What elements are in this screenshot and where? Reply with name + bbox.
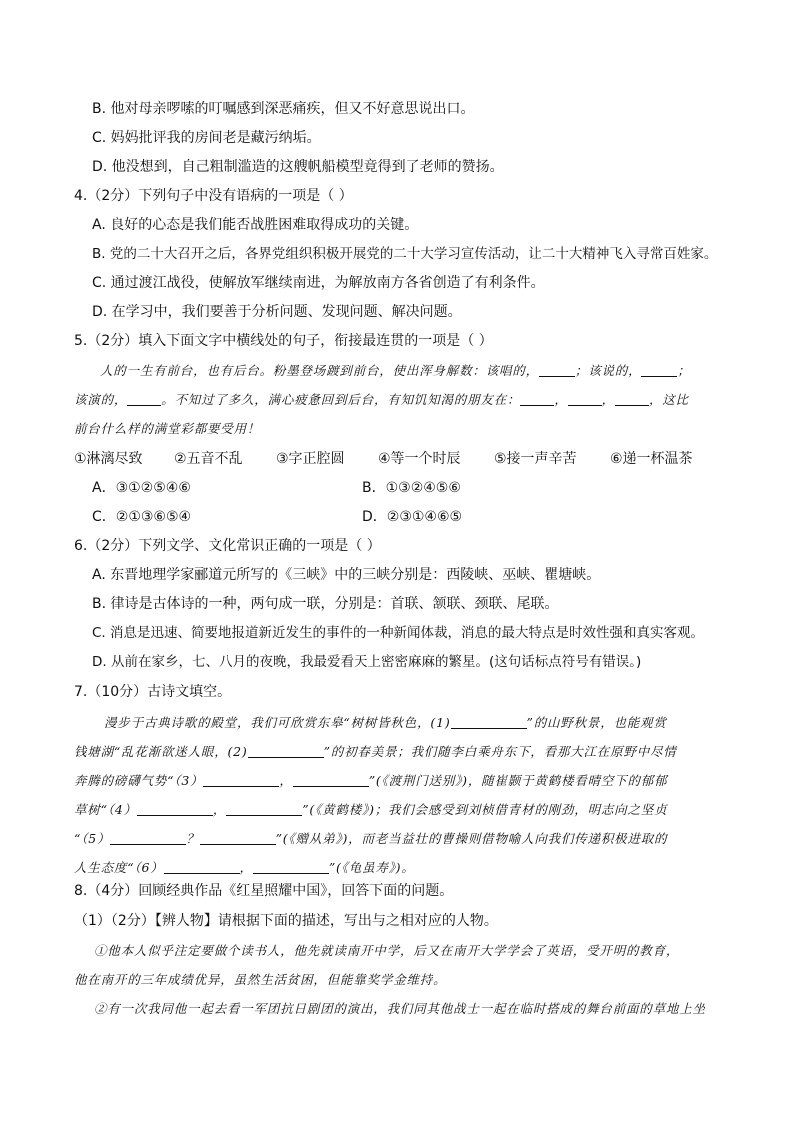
q5-stem: 5.（2分）填入下面文字中横线处的句子，衔接最连贯的一项是（ ）	[74, 333, 493, 349]
answer-blank[interactable]	[539, 362, 575, 377]
answer-blank[interactable]	[200, 830, 276, 845]
q7-passage-line-4	[74, 800, 667, 820]
answer-blank[interactable]	[203, 772, 279, 787]
q5-item-2: ②五音不乱	[174, 451, 243, 467]
q5-passage-text: 该演的，	[74, 392, 128, 407]
q7-passage-text: ，	[212, 802, 227, 817]
q5-passage-text: 。不知过了多久，满心疲惫回到后台，有知饥知渴的朋友在：	[161, 392, 521, 407]
q7-passage-text: ，	[239, 860, 253, 875]
q5-item-4: ④等一个时辰	[378, 451, 461, 467]
q5-option-a: A．③①②⑤④⑥	[92, 480, 191, 496]
answer-blank[interactable]	[137, 801, 213, 816]
q5-item-5: ⑤接一声辛苦	[494, 451, 577, 467]
q7-passage-text: ”(《黄鹤楼》)；我们会感受到刘桢借青材的刚劲，明志向之坚贞	[302, 802, 668, 817]
answer-blank[interactable]	[127, 391, 161, 406]
q5-item-6: ⑥递一杯温茶	[610, 451, 693, 467]
q4-option-d: D. 在学习中，我们要善于分析问题、发现问题、解决问题。	[92, 304, 462, 320]
q3-option-d: D. 他没想到，自己粗制滥造的这艘帆船模型竟得到了老师的赞扬。	[92, 159, 504, 175]
answer-blank[interactable]	[520, 391, 554, 406]
q5-item-3: ③字正腔圆	[276, 451, 345, 467]
q5-passage-text: ，	[601, 392, 615, 407]
q7-passage-text: “（5）	[74, 831, 111, 846]
q7-passage-text: ”(《龟虽寿》)。	[328, 860, 415, 875]
q8-subquestion-1: （1）（2分）【辨人物】请根据下面的描述，写出与之相对应的人物。	[74, 913, 498, 929]
q6-option-b: B. 律诗是古体诗的一种，两句成一联，分别是：首联、颔联、颈联、尾联。	[92, 596, 559, 612]
answer-blank[interactable]	[110, 830, 186, 845]
answer-blank[interactable]	[248, 743, 324, 758]
answer-blank[interactable]	[451, 714, 527, 729]
q8-stem: 8.（4分）回顾经典作品《红星照耀中国》，回答下面的问题。	[74, 883, 454, 899]
q8-passage-line-2: 他在南开的三年成绩优异，虽然生活贫困，但能靠奖学金维持。	[74, 972, 447, 987]
q4-option-c: C. 通过渡江战役，使解放军继续南进，为解放南方各省创造了有利条件。	[92, 275, 545, 291]
q4-option-b: B. 党的二十大召开之后，各界党组织积极开展党的二十大学习宣传活动，让二十大精神飞入寻常百姓家。	[92, 246, 718, 262]
q5-passage-text: ，这比	[648, 392, 689, 407]
q7-passage-text: ”的初春美景；我们随李白乘舟东下，看那大江在原野中尽情	[323, 744, 677, 759]
q6-stem: 6.（2分）下列文学、文化常识正确的一项是（ ）	[74, 538, 381, 554]
q7-passage-line-5	[74, 829, 667, 849]
q4-option-a: A. 良好的心态是我们能否战胜困难取得成功的关键。	[92, 217, 419, 233]
q7-passage-text: 钱塘湖“乱花渐欲迷人眼，(2)	[74, 744, 248, 759]
answer-blank[interactable]	[293, 772, 369, 787]
q5-item-1: ①淋漓尽致	[74, 451, 143, 467]
q7-passage-line-2	[74, 742, 677, 762]
q5-passage-line-3: 前台什么样的满堂彩都要受用！	[74, 421, 261, 436]
q5-option-d: D．②③①④⑥⑤	[362, 509, 463, 525]
q7-passage-text: ”(《赠从弟》)，而老当益壮的曹操则借物喻人向我们传递积极进取的	[275, 831, 668, 846]
answer-blank[interactable]	[253, 859, 329, 874]
q8-passage-line-3: ②有一次我同他一起去看一军团抗日剧团的演出，我们同其他战士一起在临时搭成的舞台前面的草地上坐	[94, 1001, 706, 1016]
q7-passage-line-1	[104, 713, 667, 733]
q7-passage-text: 漫步于古典诗歌的殿堂，我们可欣赏东皋“树树皆秋色，(1)	[104, 715, 451, 730]
q8-passage-line-1: ①他本人似乎注定要做个读书人，他先就读南开中学，后又在南开大学学会了英语，受开明的教育，	[94, 943, 680, 958]
answer-blank[interactable]	[568, 391, 602, 406]
q3-option-c: C. 妈妈批评我的房间老是藏污纳垢。	[92, 130, 321, 146]
q7-passage-line-6	[74, 858, 415, 878]
answer-blank[interactable]	[164, 859, 240, 874]
q5-passage-text: ；	[677, 363, 691, 378]
q5-passage-text: ，	[554, 392, 568, 407]
q7-passage-text: 人生态度“（6）	[74, 860, 164, 875]
q5-option-c: C．②①③⑥⑤④	[92, 509, 192, 525]
q7-passage-text: 奔腾的磅礴气势“（3）	[74, 773, 204, 788]
q6-option-a: A. 东晋地理学家郦道元所写的《三峡》中的三峡分别是：西陵峡、巫峡、瞿塘峡。	[92, 567, 601, 583]
q7-passage-text: ，	[279, 773, 293, 788]
q5-passage-text: 人的一生有前台，也有后台。粉墨登场踱到前台，使出浑身解数：该唱的，	[100, 363, 539, 378]
q5-passage-line-2	[74, 390, 689, 410]
answer-blank[interactable]	[615, 391, 649, 406]
q7-passage-text: ”的山野秋景，也能观赏	[526, 715, 667, 730]
q7-passage-text: ？	[186, 831, 200, 846]
q6-option-d: D. 从前在家乡，七、八月的夜晚，我最爱看天上密密麻麻的繁星。(这句话标点符号有错误。)	[92, 654, 642, 670]
q7-passage-text: 草树“（4）	[74, 802, 137, 817]
answer-blank[interactable]	[226, 801, 302, 816]
q4-stem: 4.（2分）下列句子中没有语病的一项是（ ）	[74, 188, 353, 204]
q7-passage-line-3	[74, 771, 667, 791]
q3-option-b: B. 他对母亲啰嗦的叮嘱感到深恶痛疾，但又不好意思说出口。	[92, 101, 475, 117]
q5-passage-text: ；该说的，	[574, 363, 642, 378]
answer-blank[interactable]	[641, 362, 677, 377]
q7-stem: 7.（10分）古诗文填空。	[74, 684, 232, 700]
q6-option-c: C. 消息是迅速、简要地报道新近发生的事件的一种新闻体裁，消息的最大特点是时效性强和真实客观。	[92, 625, 705, 641]
q7-passage-text: ”(《渡荆门送别》)，随崔颢于黄鹤楼看晴空下的郁郁	[368, 773, 668, 788]
q5-option-b: B．①③②④⑤⑥	[362, 480, 461, 496]
q5-passage-line-1	[100, 361, 691, 381]
